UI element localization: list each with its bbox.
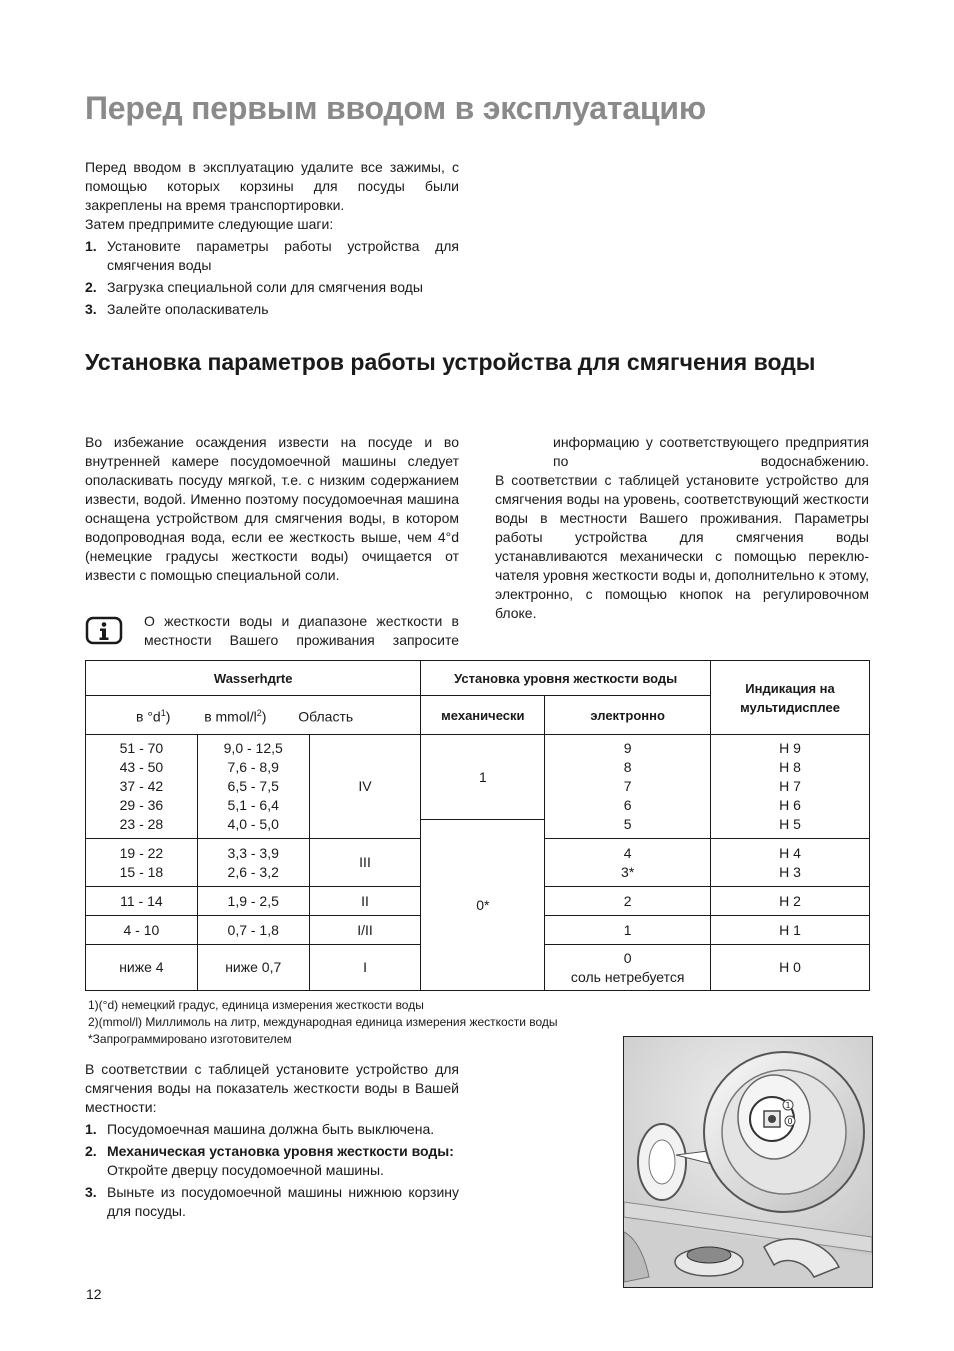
bottom-paragraph: В соответствии с таблицей установите устройство для смягчения воды на показатель жесткости воды в Вашей местности: <box>85 1061 459 1115</box>
value: 37 - 42 <box>119 778 164 794</box>
intro-step <box>85 300 459 319</box>
step-text: Откройте дверцу посудомоечной машины. <box>107 1162 384 1178</box>
sub-dh-close: ) <box>165 708 171 725</box>
sub-mmol-close: ) <box>261 708 267 725</box>
bottom-section <box>85 1060 459 1221</box>
hardness-table <box>85 660 870 991</box>
left-column <box>85 433 459 585</box>
value: 6 <box>623 797 632 813</box>
value: 5,1 - 6,4 <box>227 797 279 813</box>
cell-area: IV <box>309 735 421 839</box>
bottom-step <box>85 1142 459 1180</box>
step-number: 1. <box>85 1121 97 1137</box>
value: 4,0 - 5,0 <box>227 816 279 832</box>
footnote: 1)(°d) немецкий градус, единица измерения жесткости воды <box>88 998 424 1012</box>
bottom-step <box>85 1120 459 1139</box>
cell-dh <box>86 735 198 839</box>
value: H 3 <box>779 863 801 880</box>
cell-mechanical: 1 <box>421 735 545 820</box>
intro-section <box>85 158 459 319</box>
value: 19 - 22 <box>119 844 164 861</box>
footnote: *Запрограммировано изготовителем <box>88 1032 292 1046</box>
page-title: Перед первым вводом в эксплуатацию <box>85 90 706 126</box>
value: H 4 <box>779 844 801 861</box>
intro-step <box>85 278 459 297</box>
cell-display: H 0 <box>711 945 870 991</box>
cell-area: III <box>309 839 421 887</box>
cell-electronic <box>545 735 711 839</box>
step-text: Установите параметры работы устройства для смягчения воды <box>107 238 459 273</box>
dial-label-1: 1 <box>785 1101 791 1110</box>
cell-electronic <box>545 839 711 887</box>
sub-dh: в °d <box>136 708 161 725</box>
header-setting: Установка уровня жесткости воды <box>421 661 711 696</box>
sub-mmol: в mmol/l <box>204 708 257 725</box>
value: H 5 <box>779 816 801 832</box>
value: 7 <box>623 778 632 794</box>
value: 8 <box>623 759 632 775</box>
right-paragraph: В соответствии с таблицей установите устройство для смягчения воды на уровень, соответствующий жесткости воды в местности Вашего проживания. Параметры работы устройства для смягчения воды устанавливаются механически с помощью переклю-чателя уровня жесткости воды и, дополнительно к этому, электронно, с помощью кнопок на регулировочном блоке. <box>495 472 869 621</box>
value: 6,5 - 7,5 <box>227 778 279 794</box>
step-number: 1. <box>85 238 97 254</box>
cell-electronic: 2 <box>545 887 711 916</box>
cell-electronic: 1 <box>545 916 711 945</box>
cell-display <box>711 735 870 839</box>
cell-area: II <box>309 887 421 916</box>
value: 9,0 - 12,5 <box>223 740 283 756</box>
cell-dh: 11 - 14 <box>86 887 198 916</box>
cell-mmol <box>197 839 309 887</box>
step-number: 3. <box>85 301 97 317</box>
sub-area: Область <box>298 708 354 725</box>
value: 7,6 - 8,9 <box>227 759 279 775</box>
value: H 7 <box>779 778 801 794</box>
subheader-units <box>86 696 421 735</box>
section-title: Установка параметров работы устройства для смягчения воды <box>85 349 816 375</box>
intro-then: Затем предпримите следующие шаги: <box>85 216 334 232</box>
cell-display: H 2 <box>711 887 870 916</box>
footnote: 2)(mmol/l) Миллимоль на литр, международная единица измерения жесткости воды <box>88 1015 558 1029</box>
value: 3* <box>621 863 635 880</box>
value: 9 <box>623 740 632 756</box>
value: 4 <box>623 844 632 861</box>
info-icon <box>85 616 125 646</box>
value: 3,3 - 3,9 <box>227 844 279 861</box>
cell-electronic <box>545 945 711 991</box>
cell-dh: 4 - 10 <box>86 916 198 945</box>
value: 51 - 70 <box>119 740 164 756</box>
bottom-step <box>85 1183 459 1221</box>
info-text: О жесткости воды и диапазоне жесткости в местности Вашего проживания запросите <box>144 613 459 648</box>
intro-step <box>85 237 459 275</box>
page-number: 12 <box>86 1286 102 1302</box>
step-text: Выньте из посудомоечной машины нижнюю корзину для посуды. <box>107 1184 459 1219</box>
cell-display: H 1 <box>711 916 870 945</box>
cell-mmol: 1,9 - 2,5 <box>197 887 309 916</box>
sub-mmol-sup: 2 <box>256 707 262 718</box>
cell-display <box>711 839 870 887</box>
step-bold-text: Механическая установка уровня жесткости воды: <box>107 1143 454 1159</box>
cell-mmol <box>197 735 309 839</box>
value: 2,6 - 3,2 <box>227 863 279 880</box>
step-text: Залейте ополаскиватель <box>107 301 269 317</box>
value: 43 - 50 <box>119 759 164 775</box>
sub-mechanical: механически <box>421 696 545 735</box>
value: H 9 <box>779 740 801 756</box>
value: 5 <box>623 816 632 832</box>
footnotes <box>88 997 648 1048</box>
value: H 6 <box>779 797 801 813</box>
header-water-hardness: Wasserhдrte <box>86 661 421 696</box>
step-text: Загрузка специальной соли для смягчения воды <box>107 279 423 295</box>
info-continued: информацию у соответствующего предприятия по водоснабжению. <box>553 434 869 469</box>
step-number: 2. <box>85 1143 97 1159</box>
cell-mmol: ниже 0,7 <box>197 945 309 991</box>
sub-dh-sup: 1 <box>160 707 166 718</box>
value: 29 - 36 <box>119 797 164 813</box>
step-number: 3. <box>85 1184 97 1200</box>
softener-paragraph: Во избежание осаждения извести на посуде и во внутренней камере посудомоечной машины следует ополаскивать посуду мягкой, т.е. с низким содержанием извести, водой. Именно поэтому посудомоечная машина оснащена устройством для смягчения воды, в котором водопроводная вода, если ее жесткость выше, чем 4°d (немецкие градусы жесткости воды) очищается от извести с помощью специальной соли. <box>85 434 459 583</box>
cell-dh <box>86 839 198 887</box>
value: H 8 <box>779 759 801 775</box>
value: 23 - 28 <box>119 816 164 832</box>
intro-paragraph: Перед вводом в эксплуатацию удалите все зажимы, с помощью которых корзины для посуды были закреплены на время транспортировки. <box>85 159 459 213</box>
softener-dial-illustration <box>623 1036 873 1288</box>
cell-mechanical-zero: 0* <box>421 820 545 991</box>
value: 0 <box>623 949 632 966</box>
dial-label-0: 0 <box>787 1117 793 1126</box>
step-text: Посудомоечная машина должна быть выключена. <box>107 1121 435 1137</box>
cell-mmol: 0,7 - 1,8 <box>197 916 309 945</box>
cell-area: I/II <box>309 916 421 945</box>
value: 15 - 18 <box>119 863 164 880</box>
cell-area: I <box>309 945 421 991</box>
step-number: 2. <box>85 279 97 295</box>
header-display: Индикация на мультидисплее <box>711 661 870 735</box>
cell-dh: ниже 4 <box>86 945 198 991</box>
value-note: соль нетребуется <box>570 968 685 985</box>
sub-electronic: электронно <box>545 696 711 735</box>
